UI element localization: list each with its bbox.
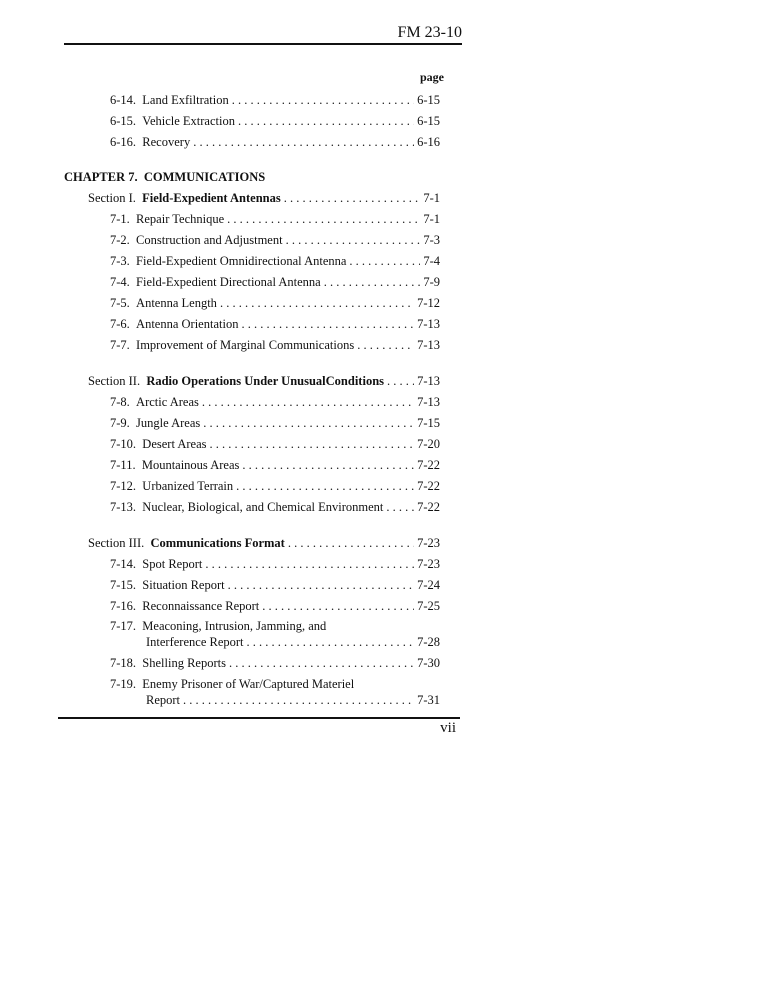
entry-number: 7-7.: [110, 338, 130, 352]
entry-number: 7-18.: [110, 656, 137, 670]
entry-title-line2: Interference Report: [146, 635, 244, 649]
entry-page: 7-12: [417, 296, 440, 310]
entry-page: 7-4: [423, 254, 440, 268]
entry-title: Construction and Adjustment: [136, 233, 283, 247]
leader-dots: [324, 274, 421, 290]
entry-page: 6-15: [417, 114, 440, 128]
entry-page: 7-3: [423, 233, 440, 247]
leader-dots: [229, 655, 414, 671]
entry-number: 7-12.: [110, 479, 137, 493]
entry-number: 7-17.: [110, 619, 137, 633]
leader-dots: [262, 598, 414, 614]
entry-title: Urbanized Terrain: [142, 479, 234, 493]
leader-dots: [220, 295, 414, 311]
footer-rule: [58, 717, 460, 719]
entry-page: 7-28: [417, 635, 440, 649]
section-page: 7-13: [417, 374, 440, 388]
entry-title: Field-Expedient Omnidirectional Antenna: [136, 254, 347, 268]
leader-dots: [241, 316, 414, 332]
entry-page: 7-13: [417, 317, 440, 331]
entry-title: Arctic Areas: [136, 395, 199, 409]
entry-title-line2: Report: [146, 693, 181, 707]
entry-page: 6-15: [417, 93, 440, 107]
section-label: Section II.: [88, 374, 141, 388]
toc-entry[interactable]: [110, 394, 440, 410]
entry-title: Shelling Reports: [142, 656, 226, 670]
entry-page: 7-22: [417, 458, 440, 472]
entry-title: Improvement of Marginal Communications: [136, 338, 355, 352]
leader-dots: [284, 190, 421, 206]
leader-dots: [286, 232, 421, 248]
entry-number: 7-19.: [110, 677, 137, 691]
entry-page: 7-13: [417, 395, 440, 409]
section-title: Communications Format: [150, 536, 285, 550]
header-rule: [64, 43, 462, 45]
toc-entry[interactable]: [110, 436, 440, 452]
toc-entry[interactable]: [110, 457, 440, 473]
entry-title: Situation Report: [142, 578, 225, 592]
entry-number: 7-10.: [110, 437, 137, 451]
toc-entry[interactable]: [110, 598, 440, 614]
section-label: Section I.: [88, 191, 136, 205]
chapter-heading: [64, 170, 265, 185]
entry-page: 7-20: [417, 437, 440, 451]
entry-page: 7-9: [423, 275, 440, 289]
section-heading[interactable]: [88, 535, 440, 551]
entry-title: Antenna Orientation: [136, 317, 239, 331]
section-title: Radio Operations Under UnusualConditions: [146, 374, 385, 388]
leader-dots: [386, 499, 414, 515]
entry-page: 7-30: [417, 656, 440, 670]
entry-number: 7-5.: [110, 296, 130, 310]
toc-entry[interactable]: [110, 134, 440, 150]
entry-number: 7-16.: [110, 599, 137, 613]
leader-dots: [247, 634, 415, 650]
toc-entry[interactable]: [110, 253, 440, 269]
toc-entry[interactable]: [110, 337, 440, 353]
leader-dots: [183, 692, 414, 708]
toc-entry[interactable]: [110, 415, 440, 431]
section-label: Section III.: [88, 536, 145, 550]
entry-title: Reconnaissance Report: [142, 599, 260, 613]
leader-dots: [236, 478, 414, 494]
entry-title-line1: Enemy Prisoner of War/Captured Materiel: [142, 677, 355, 691]
section-heading[interactable]: [88, 373, 440, 389]
leader-dots: [349, 253, 420, 269]
page-column-label: page: [420, 70, 444, 84]
document-id-header: FM 23-10: [397, 24, 462, 41]
leader-dots: [193, 134, 414, 150]
entry-page: 7-25: [417, 599, 440, 613]
entry-number: 7-6.: [110, 317, 130, 331]
entry-page: 6-16: [417, 135, 440, 149]
entry-number: 7-15.: [110, 578, 137, 592]
toc-entry[interactable]: [110, 92, 440, 108]
section-page: 7-1: [423, 191, 440, 205]
toc-entry[interactable]: [110, 676, 440, 708]
entry-title: Land Exfiltration: [142, 93, 229, 107]
entry-number: 7-8.: [110, 395, 130, 409]
entry-number: 7-14.: [110, 557, 137, 571]
toc-entry[interactable]: [110, 211, 440, 227]
entry-number: 6-15.: [110, 114, 137, 128]
entry-number: 7-2.: [110, 233, 130, 247]
chapter-title: COMMUNICATIONS: [143, 170, 266, 184]
entry-page: 7-13: [417, 338, 440, 352]
entry-title: Vehicle Extraction: [142, 114, 235, 128]
toc-entry[interactable]: [110, 556, 440, 572]
entry-title: Desert Areas: [142, 437, 207, 451]
leader-dots: [242, 457, 414, 473]
chapter-label: CHAPTER 7.: [64, 170, 138, 184]
toc-entry[interactable]: [110, 274, 440, 290]
entry-title: Spot Report: [142, 557, 203, 571]
toc-entry[interactable]: [110, 295, 440, 311]
entry-number: 7-1.: [110, 212, 130, 226]
entry-page: 7-24: [417, 578, 440, 592]
entry-title: Repair Technique: [136, 212, 225, 226]
leader-dots: [210, 436, 415, 452]
entry-number: 7-11.: [110, 458, 136, 472]
leader-dots: [205, 556, 414, 572]
leader-dots: [227, 211, 420, 227]
entry-title: Recovery: [142, 135, 191, 149]
leader-dots: [202, 394, 414, 410]
entry-number: 7-9.: [110, 416, 130, 430]
toc-entry[interactable]: [110, 577, 440, 593]
section-page: 7-23: [417, 536, 440, 550]
entry-title-line1: Meaconing, Intrusion, Jamming, and: [142, 619, 327, 633]
toc-entry[interactable]: [110, 478, 440, 494]
entry-title: Mountainous Areas: [141, 458, 240, 472]
leader-dots: [387, 373, 414, 389]
section-heading[interactable]: [88, 190, 440, 206]
entry-title: Antenna Length: [136, 296, 217, 310]
entry-title: Jungle Areas: [136, 416, 201, 430]
toc-entry[interactable]: [110, 618, 440, 650]
entry-number: 6-16.: [110, 135, 137, 149]
page-folio: vii: [440, 720, 456, 736]
leader-dots: [238, 113, 414, 129]
entry-page: 7-23: [417, 557, 440, 571]
leader-dots: [357, 337, 414, 353]
entry-title: Field-Expedient Directional Antenna: [136, 275, 321, 289]
leader-dots: [228, 577, 414, 593]
leader-dots: [288, 535, 414, 551]
leader-dots: [232, 92, 414, 108]
entry-title: Nuclear, Biological, and Chemical Environment: [142, 500, 384, 514]
entry-page: 7-22: [417, 479, 440, 493]
toc-entry[interactable]: [110, 655, 440, 671]
toc-entry[interactable]: [110, 113, 440, 129]
entry-number: 6-14.: [110, 93, 137, 107]
leader-dots: [203, 415, 414, 431]
entry-number: 7-3.: [110, 254, 130, 268]
entry-page: 7-1: [423, 212, 440, 226]
entry-number: 7-4.: [110, 275, 130, 289]
entry-number: 7-13.: [110, 500, 137, 514]
toc-entry[interactable]: [110, 232, 440, 248]
entry-page: 7-22: [417, 500, 440, 514]
entry-page: 7-31: [417, 693, 440, 707]
toc-entry[interactable]: [110, 499, 440, 515]
section-title: Field-Expedient Antennas: [142, 191, 281, 205]
toc-entry[interactable]: [110, 316, 440, 332]
entry-page: 7-15: [417, 416, 440, 430]
